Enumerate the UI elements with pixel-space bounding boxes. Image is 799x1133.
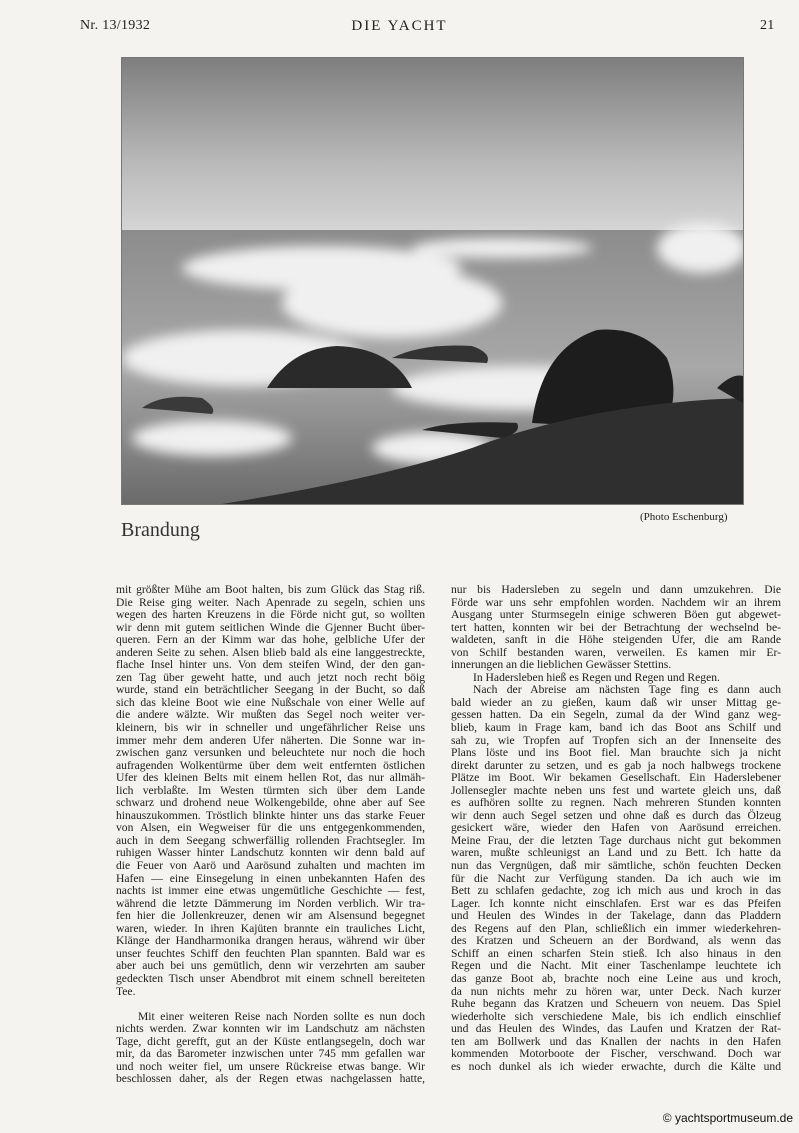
text-line: blieb, kaum in Frage kam, band ich das Boot ans Schilf und <box>451 721 781 735</box>
text-line: anderen Seite zu sehen. Alsen blieb bald als eine langgestreckte, <box>116 645 425 659</box>
text-line: die Feuer von Aarö und Aarösund zuhalten und machten im <box>116 859 425 873</box>
text-line: Lager. Ich konnte nicht einschlafen. Erst war es das Pfeifen <box>451 896 781 910</box>
text-line: Hafen — eine Einsegelung in einen unbekannten Hafen des <box>116 871 425 885</box>
text-line: Jollensegler machte neben uns fest und wartete gleich uns, daß <box>451 783 781 797</box>
text-line: wir denn auch Segel setzen und ohne daß es durch das Ölzeug <box>451 808 781 822</box>
text-line: waldeten, sanft in die Höhe steigenden Ufer, die am Rande <box>451 633 781 647</box>
text-line: bald wieder an zu gießen, kaum daß wir unser Mittag ge- <box>451 695 781 709</box>
text-line: hinauszukommen. Tröstlich blinkte hinter uns das starke Feuer <box>116 808 425 822</box>
text-line: Nach der Abreise am nächsten Tage fing es dann auch <box>473 683 781 697</box>
text-line: gessen hatten. Da ein Segeln, zumal da der Wind ganz weg- <box>451 708 781 722</box>
page-number: 21 <box>760 18 775 33</box>
text-line: aufragenden Wolkentürme über dem weit entfernten östlichen <box>116 758 425 772</box>
text-line: sah zu, wie Tropfen auf Tropfen sich an der Innenseite des <box>451 733 781 747</box>
text-line: direkt darunter zu setzen, und es gab ja noch halbwegs trockene <box>451 758 781 772</box>
text-line: wiederholte sich verschiedene Male, bis ich endlich einschlief <box>451 1009 781 1023</box>
text-line: und das Heulen des Windes, das Laufen und Kratzen der Rat- <box>451 1022 781 1036</box>
text-line: nun das Vergnügen, daß mir sämtliche, schön feuchten Decken <box>451 859 781 873</box>
text-line: gedeckten Tisch unser Abendbrot mit einem schnell bereiteten <box>116 971 425 985</box>
photo-credit: (Photo Eschenburg) <box>640 511 728 523</box>
text-line: während die letzte Dämmerung im Norden verblich. Wir tra- <box>116 896 425 910</box>
text-line: mit größter Mühe am Boot halten, bis zum Glück das Stag riß. <box>116 583 425 596</box>
text-line: auch in dem Seegang schwerfällig rollenden Frachtsegler. Im <box>116 833 425 847</box>
text-line: kleinern, bis wir in schneller und ungefährlicher Reise uns <box>116 721 425 735</box>
text-line: Förde war uns sehr empfohlen worden. Nachdem wir an ihrem <box>451 595 781 609</box>
text-line: Plans löste und ins Boot fiel. Man brauchte sich ja nicht <box>451 746 781 760</box>
text-line: waren, wieder. In ihren Kajüten brannte ein trauliches Licht, <box>116 921 425 935</box>
text-line: zwischen ganz versunken und beleuchtete nur noch die hoch <box>116 746 425 760</box>
text-line: waren, mußte schleunigst an Land und zu Bett. Ich hatte da <box>451 846 781 860</box>
issue-number: Nr. 13/1932 <box>80 18 151 33</box>
text-line: Die Reise ging weiter. Nach Apenrade zu segeln, schien uns <box>116 595 425 609</box>
text-line: sich das kleine Boot wie eine Nußschale von einer Welle auf <box>116 695 425 709</box>
text-line: nichts werden. Zwar konnten wir im Landschutz am nächsten <box>116 1022 425 1036</box>
copyright-watermark: © yachtsportmuseum.de <box>662 1111 793 1125</box>
text-line: wegen des harten Kreuzens in die Förde nicht gut, so wollten <box>116 608 425 622</box>
text-line: da nun nichts mehr zu hören war, unter Deck. Nach kurzer <box>451 984 781 998</box>
text-line: Plätze im Boot. Wir bekamen Gesellschaft. Ein Haderslebener <box>451 771 781 785</box>
text-line: Ruhe begann das Kratzen und Scheuern von neuem. Das Spiel <box>451 997 781 1011</box>
surf-photo-image <box>122 58 743 504</box>
text-line: Regen und die Nacht. Mit einer Taschenlampe leuchtete ich <box>451 959 781 973</box>
text-line: des Regens auf den Plan, schließlich ein immer wiederkehren- <box>451 921 781 935</box>
text-line: aber auch bei uns gemütlich, denn wir verzehrten am sauber <box>116 959 425 973</box>
text-line: kommenden Motorboote der Fischer, verschwand. Doch war <box>451 1047 781 1061</box>
text-line: beschlossen daher, als der Regen etwas nachgelassen hatte, <box>116 1072 425 1086</box>
text-line: mir, da das Barometer inzwischen unter 745 mm gefallen war <box>116 1047 425 1061</box>
text-line: ten am Bollwerk und das Knallen der nachts in den Hafen <box>451 1034 781 1048</box>
text-line: Ausgang unter Sturmsegeln einige schweren Böen gut abgewet- <box>451 608 781 622</box>
text-line: lich verblaßte. Im Westen türmten sich über dem Lande <box>116 783 425 797</box>
text-line: Meine Frau, der die letzten Tage durchaus nicht gut bekommen <box>451 833 781 847</box>
text-line: schwarz und drohend neue Wolkengebilde, ohne aber auf See <box>116 796 425 810</box>
text-line: das ganze Boot ab, brachte noch eine Leine aus und kroch, <box>451 971 781 985</box>
text-line: unser feuchtes Schiff den feuchten Plan spannten. Bald war es <box>116 946 425 960</box>
text-line: Tage, dicht gerefft, gut an der Küste entlangsegeln, doch war <box>116 1034 425 1048</box>
text-line: wir denn mit gutem seitlichen Winde die Gjenner Bucht über- <box>116 620 425 634</box>
text-line: für die Nacht zur Verfügung standen. Da ich auch wie im <box>451 871 781 885</box>
paragraph-gap <box>116 998 425 1011</box>
text-line: gesickert wäre, wieder den Hafen von Aarösund erreichen. <box>451 821 781 835</box>
text-line: nur bis Hadersleben zu segeln und dann umzukehren. Die <box>451 583 781 596</box>
text-line: nachts ist immer eine etwas ungemütliche Geschichte — fest, <box>116 884 425 898</box>
text-line: es aufhören sollte zu regnen. Nach mehreren Stunden konnten <box>451 796 781 810</box>
text-line: flache Insel hinter uns. Von dem steifen Wind, der den gan- <box>116 658 425 672</box>
text-line: des Kratzen und Scheuern an der Bordwand, als wenn das <box>451 934 781 948</box>
text-line: Ufer des kleinen Belts mit einem hellen Rot, das nur allmäh- <box>116 771 425 785</box>
text-line: von Schilf bestanden waren, verweilen. Es kamen mir Er- <box>451 645 781 659</box>
text-line: Tee. <box>116 984 136 998</box>
text-line: und noch weiter fiel, um unsere Rückreise etwas bange. Wir <box>116 1059 425 1073</box>
text-line: Schiff an einen scharfen Stein stieß. Ich also hinaus in den <box>451 946 781 960</box>
text-line: tert hatten, konnten wir bei der Betrachtung der wechselnd be- <box>451 620 781 634</box>
text-line: wurde, stand ein beträchtlicher Seegang in der Bucht, so daß <box>116 683 425 697</box>
text-line: queren. Fern an der Kimm war das hohe, gelbliche Ufer der <box>116 633 425 647</box>
text-column-left <box>116 584 425 1086</box>
text-line: ruhigen Wasser hinter Landschutz konnten wir denn bald auf <box>116 846 425 860</box>
text-line: innerungen an die lieblichen Gewässer Stettins. <box>451 658 672 672</box>
text-line: Klänge der Handharmonika drangen heraus, während wir über <box>116 934 425 948</box>
text-line: fen hier die Jollenkreuzer, denen wir am Alsensund begegnet <box>116 909 425 923</box>
text-column-right <box>451 584 781 1073</box>
surf-photo <box>121 57 744 505</box>
text-line: zen Tag über geweht hatte, und auch jetzt noch recht böig <box>116 670 425 684</box>
photo-caption: Brandung <box>121 519 200 541</box>
text-line: Bett zu schlafen gedachte, zog ich mich aus und kroch in das <box>451 884 781 898</box>
text-line: Mit einer weiteren Reise nach Norden sollte es nun doch <box>138 1009 425 1023</box>
magazine-title: DIE YACHT <box>351 18 448 34</box>
text-line: immer mehr dem anderen Ufer näherten. Die Sonne war in- <box>116 733 425 747</box>
text-line: es noch dunkel als ich wieder erwachte, durch die Kälte und <box>451 1059 781 1073</box>
text-line: die andere wälzte. Wir mußten das Segel noch weiter ver- <box>116 708 425 722</box>
text-line: In Hadersleben hieß es Regen und Regen und Regen. <box>473 670 720 684</box>
text-line: von Alsen, ein Wegweiser für die uns entgegenkommenden, <box>116 821 425 835</box>
text-line: und Heulen des Windes in der Takelage, dann das Pladdern <box>451 909 781 923</box>
